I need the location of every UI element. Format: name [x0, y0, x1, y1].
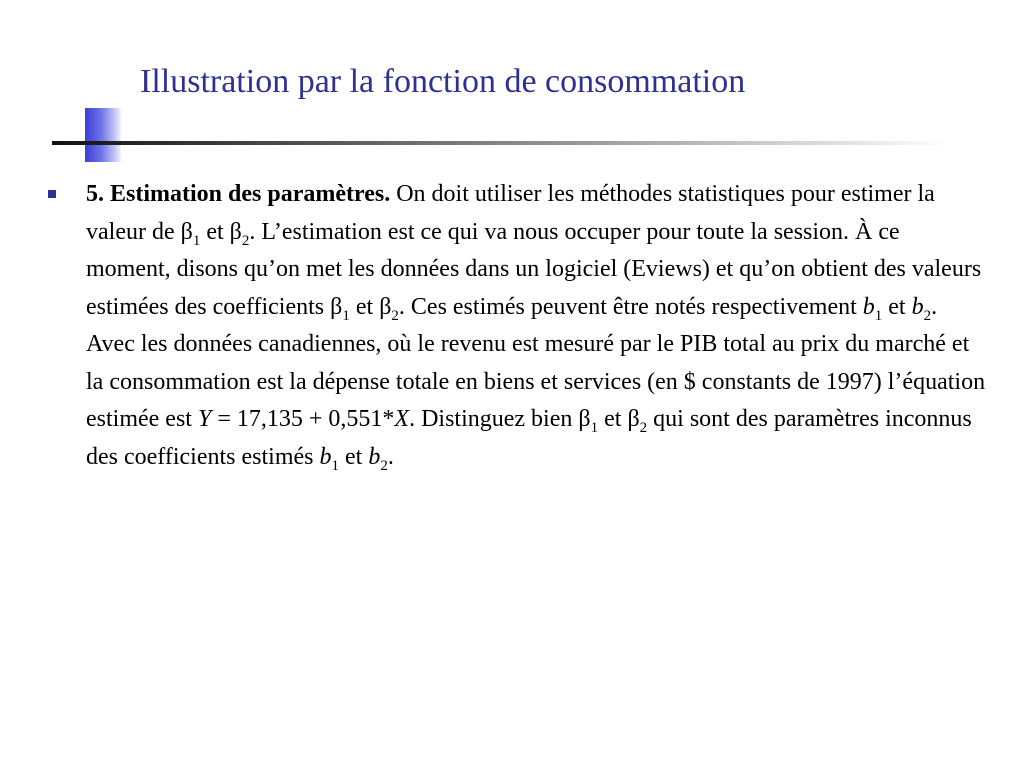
- text-run: . Distinguez bien: [409, 406, 579, 432]
- estimate-symbol: b: [911, 293, 924, 320]
- bullet-text: [86, 176, 988, 476]
- bullet-item: [48, 176, 988, 476]
- text-run: . L’estimation est ce qui va nous occuper pour toute la session. À ce moment, disons qu’on met les données dans un logiciel (Eviews) et qu’on obtient des valeurs estimées des coefficients: [86, 218, 982, 320]
- text-run: et: [598, 406, 628, 432]
- subscript: 2: [391, 307, 399, 324]
- estimate-symbol: b: [862, 293, 875, 320]
- subscript: 1: [874, 307, 883, 324]
- estimate-symbol: b: [368, 443, 381, 470]
- subscript: 1: [192, 232, 201, 249]
- text-run: qui sont des paramètres inconnus des coefficients estimés: [86, 406, 972, 470]
- subscript: 2: [241, 232, 250, 249]
- text-run: . Avec les données canadiennes, où le revenu est mesuré par le PIB total au prix du marché et la consommation est la dépense totale en biens et services (en $ constants de 1997) l’équation estimée est: [86, 293, 986, 432]
- text-run: On doit utiliser les méthodes statistiques pour estimer la valeur de: [86, 181, 935, 245]
- subscript: 1: [342, 307, 350, 324]
- beta-symbol: β: [578, 406, 591, 432]
- title-underline-rule: [52, 141, 952, 145]
- subscript: 1: [331, 457, 339, 474]
- text-run: .: [387, 443, 394, 470]
- beta-symbol: β: [180, 218, 193, 245]
- estimate-symbol: b: [319, 443, 332, 470]
- title-accent-square: [85, 108, 121, 162]
- subscript: 1: [590, 419, 599, 436]
- text-run: et: [200, 218, 230, 245]
- text-run: et: [349, 293, 380, 320]
- text-run: . Ces estimés peuvent être notés respectivement: [398, 293, 863, 320]
- beta-symbol: β: [379, 293, 392, 320]
- subscript: 2: [639, 419, 648, 436]
- slide-title: Illustration par la fonction de consommation: [140, 63, 746, 100]
- beta-symbol: β: [627, 406, 640, 432]
- square-bullet-icon: [48, 190, 56, 198]
- subscript: 2: [380, 457, 388, 474]
- variable-x: X: [394, 406, 410, 432]
- subscript: 2: [923, 307, 932, 324]
- beta-symbol: β: [330, 293, 343, 320]
- beta-symbol: β: [229, 218, 242, 245]
- text-run: et: [338, 443, 369, 470]
- variable-y: Y: [197, 406, 212, 432]
- text-run: = 17,135 + 0,551*: [211, 406, 395, 432]
- bullet-heading: 5. Estimation des paramètres.: [86, 181, 391, 207]
- text-run: et: [882, 293, 912, 320]
